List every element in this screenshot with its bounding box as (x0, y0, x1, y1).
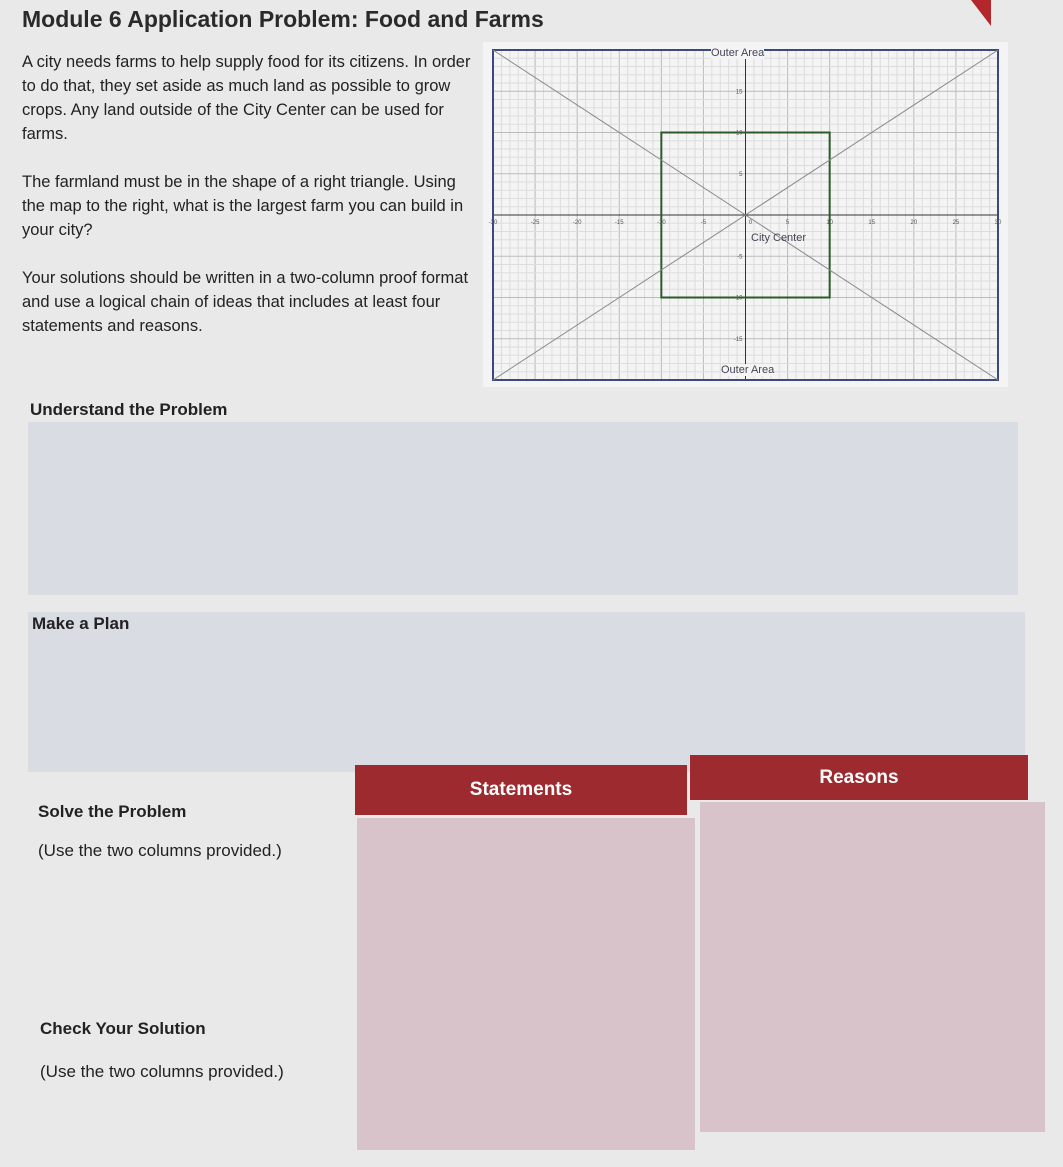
x-tick-label: -30 (488, 220, 498, 226)
x-tick-label: 10 (826, 220, 834, 226)
understand-answer-box[interactable] (28, 422, 1018, 595)
check-heading: Check Your Solution (40, 1019, 206, 1038)
problem-prompt (22, 50, 472, 362)
statements-cell[interactable] (357, 818, 695, 1150)
corner-decoration (971, 0, 991, 26)
outer-area-label-bottom: Outer Area (721, 364, 775, 376)
page-title: Module 6 Application Problem: Food and Farms (22, 6, 544, 32)
statements-header: Statements (355, 765, 687, 815)
plan-answer-box[interactable] (28, 612, 1025, 772)
x-tick-label: 25 (952, 220, 960, 226)
y-tick-label: -5 (737, 254, 743, 261)
reasons-cell[interactable] (700, 802, 1045, 1132)
x-tick-label: 15 (868, 220, 876, 226)
understand-heading: Understand the Problem (30, 400, 228, 419)
y-tick-label: -10 (733, 295, 743, 302)
outer-area-label-top: Outer Area (711, 47, 765, 59)
x-tick-label: -10 (656, 220, 666, 226)
solve-note: (Use the two columns provided.) (38, 841, 282, 860)
x-tick-label: -15 (614, 220, 624, 226)
prompt-paragraph: A city needs farms to help supply food for its citizens. In order to do that, they set aside as much land as possible to grow crops. Any land outside of the City Center can be used for farms. (22, 53, 471, 143)
reasons-header: Reasons (690, 755, 1028, 800)
y-tick-label: -15 (733, 336, 743, 343)
city-center-label: City Center (751, 232, 807, 244)
x-tick-label: -20 (572, 220, 582, 226)
prompt-paragraph: Your solutions should be written in a two-column proof format and use a logical chain of ideas that includes at least four statements and reasons. (22, 269, 469, 335)
x-tick-label: 30 (994, 220, 1002, 226)
x-tick-label: 0 (748, 220, 753, 226)
y-tick-label: 10 (735, 130, 743, 137)
plan-heading: Make a Plan (32, 614, 130, 633)
y-tick-label: 5 (739, 171, 743, 178)
x-tick-label: -5 (700, 220, 707, 226)
x-tick-label: 20 (910, 220, 918, 226)
solve-heading: Solve the Problem (38, 802, 187, 821)
prompt-paragraph: The farmland must be in the shape of a right triangle. Using the map to the right, what is the largest farm you can build in your city? (22, 173, 464, 239)
y-tick-label: 15 (735, 89, 743, 96)
city-map (483, 42, 1008, 387)
city-map-graph (483, 42, 1008, 387)
check-note: (Use the two columns provided.) (40, 1062, 284, 1081)
x-tick-label: 5 (785, 220, 790, 226)
x-tick-label: -25 (530, 220, 540, 226)
